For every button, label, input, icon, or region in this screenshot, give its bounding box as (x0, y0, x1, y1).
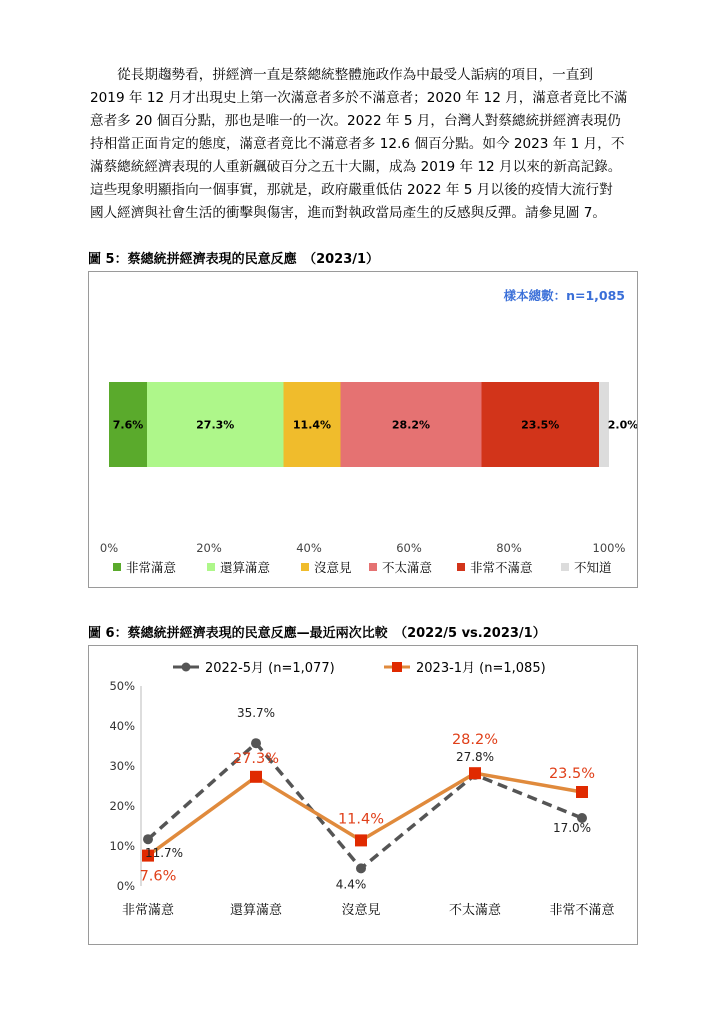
x-category-label: 非常不滿意 (549, 903, 615, 918)
paragraph-line: 意者多 20 個百分點，那也是唯一的一次。2022 年 5 月，台灣人對蔡總統拼經濟表現仍 (90, 113, 621, 129)
legend-label: 2022-5月 (n=1,077) (205, 661, 335, 676)
series-2023-1-data-label: 27.3% (232, 750, 280, 767)
figure6-chart (88, 645, 638, 945)
legend-label: 不知道 (574, 560, 612, 575)
legend-marker (182, 663, 191, 672)
legend-label: 沒意見 (314, 560, 352, 575)
legend-marker (392, 662, 402, 672)
x-tick-label: 40% (296, 541, 322, 555)
y-tick-label: 30% (109, 759, 135, 773)
y-tick-label: 0% (116, 879, 135, 893)
series-2023-1-data-label: 23.5% (548, 766, 596, 782)
legend-swatch (561, 563, 569, 571)
paragraph-line: 國人經濟與社會生活的衝擊與傷害，進而對執政當局產生的反感與反彈。請參見圖 7。 (90, 205, 606, 221)
legend-label: 2023-1月 (n=1,085) (416, 661, 546, 676)
paragraph-line: 2019 年 12 月才出現史上第一次滿意者多於不滿意者；2020 年 12 月，滿意者竟比不滿 (90, 90, 628, 106)
data-label: 11.4% (292, 418, 332, 432)
legend-swatch (113, 563, 121, 571)
data-label: 27.3% (196, 418, 235, 432)
x-category-label: 非常滿意 (121, 903, 175, 918)
series-2023-1-point (576, 786, 588, 798)
x-category-label: 還算滿意 (229, 903, 283, 918)
data-label: 2.0% (607, 418, 637, 432)
legend-swatch (457, 563, 465, 571)
legend-swatch (207, 563, 215, 571)
series-2022-5-point (251, 738, 261, 748)
x-category-label: 不太滿意 (448, 903, 502, 918)
series-2023-1-data-label: 28.2% (451, 732, 499, 749)
paragraph-line: 持相當正面肯定的態度，滿意者竟比不滿意者多 12.6 個百分點。如今 2023 年 1 月，不 (90, 136, 625, 152)
data-label: 28.2% (391, 418, 431, 432)
sample-size-note: 樣本總數：n=1,085 (503, 288, 625, 303)
x-tick-label: 20% (196, 541, 222, 555)
series-2023-1-point (469, 767, 481, 779)
data-label: 23.5% (521, 418, 560, 432)
legend-swatch (369, 563, 377, 571)
legend-label: 非常不滿意 (470, 560, 533, 575)
data-label: 7.6% (112, 418, 144, 432)
series-2023-1-point (250, 771, 262, 783)
series-2022-5-point (143, 834, 153, 844)
series-2022-5-data-label: 17.0% (552, 821, 592, 835)
body-paragraph (90, 64, 638, 225)
figure6-title: 圖 6：蔡總統拼經濟表現的民意反應—最近兩次比較 （2022/5 vs.2023/1） (88, 626, 546, 641)
x-tick-label: 0% (99, 541, 119, 555)
series-2022-5-data-label: 4.4% (335, 877, 367, 892)
series-2023-1-point (355, 834, 367, 846)
series-2022-5-data-label: 27.8% (455, 749, 495, 764)
x-category-label: 沒意見 (341, 903, 381, 918)
series-2022-5-data-label: 35.7% (236, 706, 276, 721)
paragraph-line: 滿蔡總統經濟表現的人重新飆破百分之五十大關，成為 2019 年 12 月以來的新高記錄。 (90, 159, 622, 175)
x-tick-label: 60% (396, 541, 422, 555)
series-line-2022-5 (148, 743, 582, 868)
x-tick-label: 80% (496, 541, 522, 555)
legend-label: 不太滿意 (382, 560, 433, 575)
x-tick-label: 100% (592, 541, 626, 555)
y-tick-label: 40% (109, 719, 135, 733)
y-tick-label: 50% (109, 679, 135, 693)
figure5-title: 圖 5：蔡總統拼經濟表現的民意反應 （2023/1） (88, 252, 380, 267)
series-2022-5-data-label: 11.7% (144, 846, 184, 861)
stacked-bar-chart (89, 272, 637, 587)
legend-label: 還算滿意 (220, 560, 271, 575)
y-tick-label: 10% (109, 839, 135, 853)
series-2022-5-point (356, 863, 366, 873)
y-tick-label: 20% (109, 799, 135, 813)
series-2023-1-data-label: 7.6% (139, 868, 177, 885)
paragraph-line: 這些現象明顯指向一個事實，那就是，政府嚴重低估 2022 年 5 月以後的疫情大流行對 (90, 182, 613, 198)
legend-swatch (301, 563, 309, 571)
series-2023-1-data-label: 11.4% (337, 811, 385, 828)
paragraph-line: 從長期趨勢看，拼經濟一直是蔡總統整體施政作為中最受人詬病的項目，一直到 (90, 67, 593, 83)
legend-label: 非常滿意 (126, 560, 177, 575)
figure5-chart (88, 271, 638, 588)
line-chart (89, 646, 637, 944)
